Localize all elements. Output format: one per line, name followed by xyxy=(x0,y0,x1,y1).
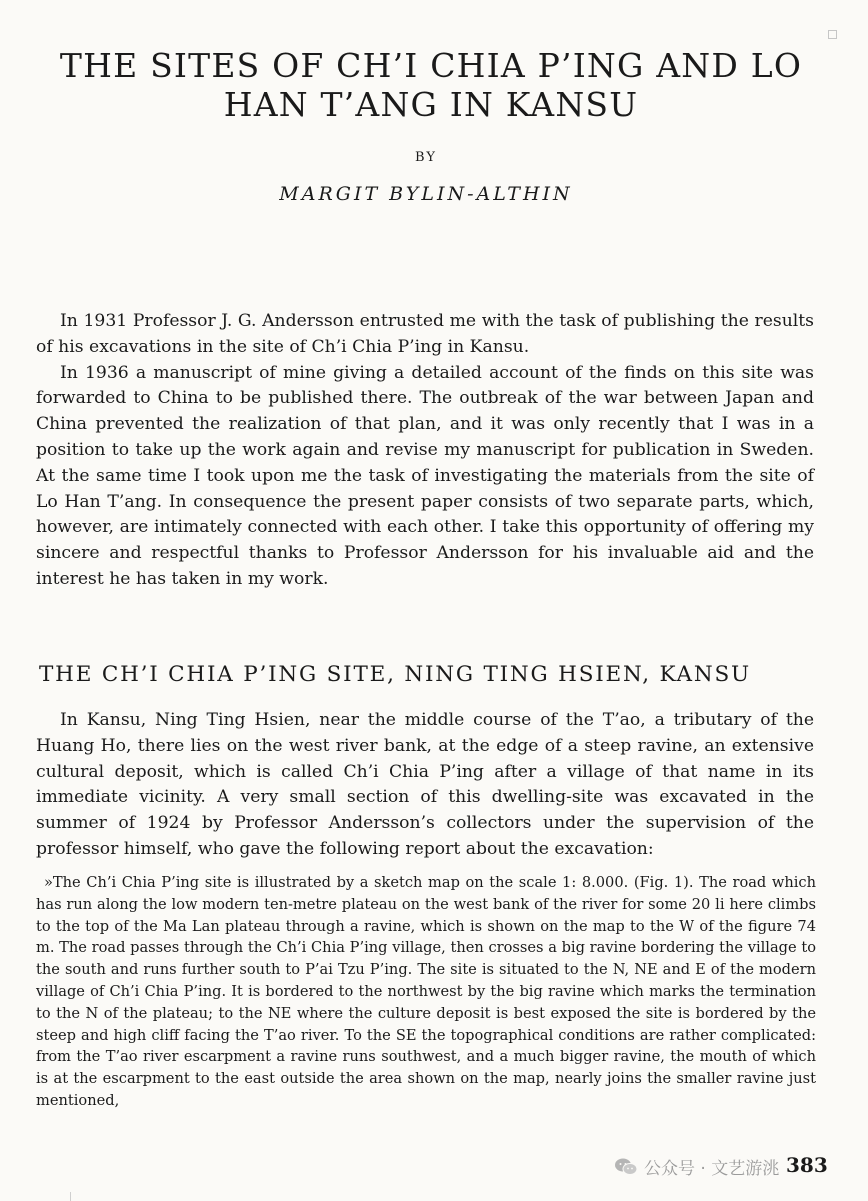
section-body xyxy=(36,708,814,863)
byline: BY xyxy=(415,150,437,165)
paper-page xyxy=(36,0,816,1201)
title-line-1: THE SITES OF CH’I CHIA P’ING AND LO xyxy=(59,46,803,85)
intro-paragraph-2: In 1936 a manuscript of mine giving a detailed account of the finds on this site was forwarded to China to be published there. The outbreak of the war between Japan and China prevented the realization of that plan, and it was only recently that I was in a position to take up the work again and revise my manuscript for publication in Sweden. At the same time I took upon me the task of investigating the materials from the site of Lo Han T’ang. In consequence the present paper consists of two separate parts, which, however, are intimately connected with each other. I take this opportunity of offering my sincere and respectful thanks to Professor Andersson for his invaluable aid and the interest he has taken in my work. xyxy=(36,362,814,589)
scan-edge-mark xyxy=(70,1192,71,1201)
article-title xyxy=(36,46,826,124)
section-heading: THE CH’I CHIA P’ING SITE, NING TING HSIEN, KANSU xyxy=(39,662,751,687)
scan-corner-mark xyxy=(828,30,837,39)
title-line-2: HAN T’ANG IN KANSU xyxy=(223,85,639,124)
wechat-icon xyxy=(614,1157,638,1177)
quoted-report xyxy=(36,872,816,1112)
introduction xyxy=(36,309,814,593)
intro-paragraph-1: In 1931 Professor J. G. Andersson entrusted me with the task of publishing the results of his excavations in the site of Ch’i Chia P’ing in Kansu. xyxy=(36,311,814,357)
section-paragraph: In Kansu, Ning Ting Hsien, near the middle course of the T’ao, a tributary of the Huang Ho, there lies on the west river bank, at the edge of a steep ravine, an extensive cultural deposit, which is called Ch’i Chia P’ing after a village of that name in its immediate vicinity. A very small section of this dwelling-site was excavated in the summer of 1924 by Professor Andersson’s collectors under the supervision of the professor himself, who gave the following report about the excavation: xyxy=(36,710,814,859)
watermark xyxy=(614,1154,779,1179)
author-name: MARGIT BYLIN-ALTHIN xyxy=(279,183,573,205)
page-number: 383 xyxy=(786,1153,828,1177)
watermark-text: 公众号 · 文艺游洮 xyxy=(644,1159,780,1179)
quote-paragraph: »The Ch’i Chia P’ing site is illustrated by a sketch map on the scale 1: 8.000. (Fig. 1). The road which has run along the low modern ten-metre plateau on the west bank of the river for some 20 li here climbs to the top of the Ma Lan plateau through a ravine, which is shown on the map to the W of the figure 74 m. The road passes through the Ch’i Chia P’ing village, then crosses a big ravine bordering the village to the south and runs further south to P’ai Tzu P’ing. The site is situated to the N, NE and E of the modern village of Ch’i Chia P’ing. It is bordered to the northwest by the big ravine which marks the termination to the N of the plateau; to the NE where the culture deposit is best exposed the site is bordered by the steep and high cliff facing the T’ao river. To the SE the topographical conditions are rather complicated: from the T’ao river escarpment a ravine runs southwest, and a much bigger ravine, the mouth of which is at the escarpment to the east outside the area shown on the map, nearly joins the smaller ravine just mentioned, xyxy=(36,874,816,1109)
